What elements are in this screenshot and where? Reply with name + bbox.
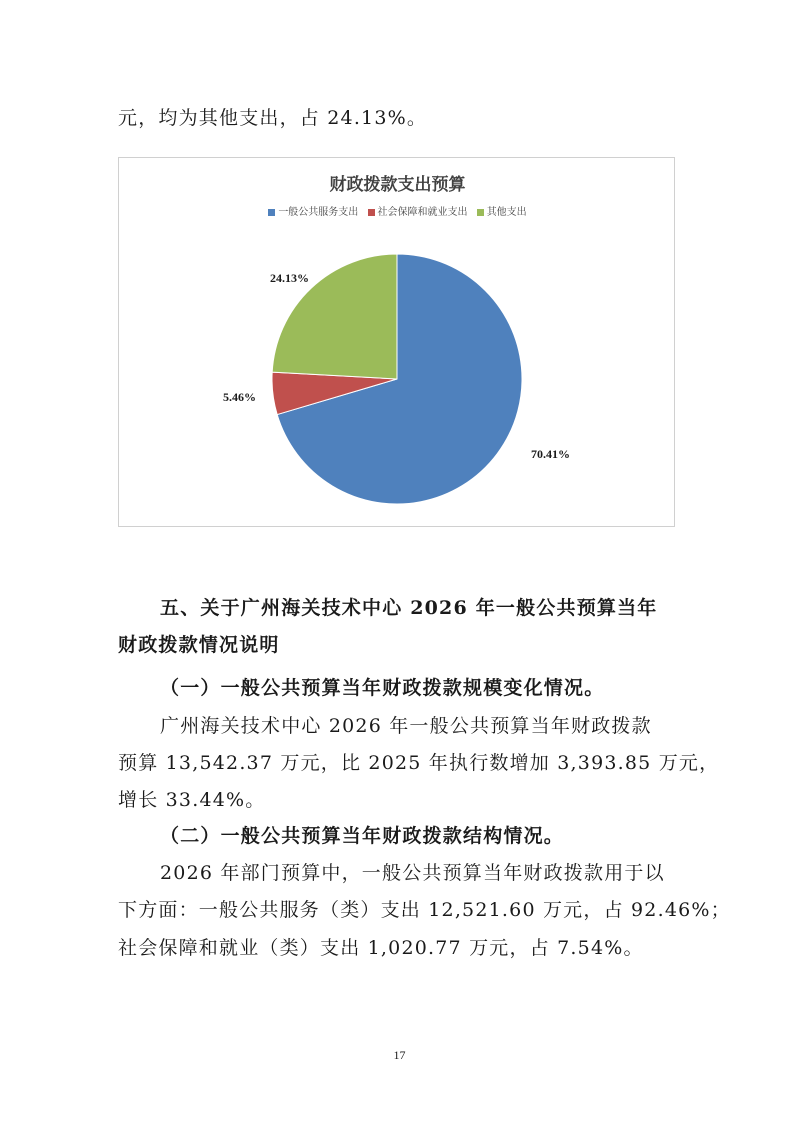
subsection-heading: （一）一般公共预算当年财政拨款规模变化情况。	[160, 677, 605, 699]
data-label: 24.13%	[270, 271, 309, 285]
paragraph-line: 社会保障和就业（类）支出 1,020.77 万元，占 7.54%。	[118, 937, 644, 959]
subsection-heading: （二）一般公共预算当年财政拨款结构情况。	[160, 825, 565, 847]
pie-chart-svg	[119, 158, 676, 528]
chart-title: 财政拨款支出预算	[329, 175, 466, 195]
paragraph-line: 元，均为其他支出，占 24.13%。	[118, 107, 428, 129]
data-label: 5.46%	[223, 390, 256, 404]
legend-label: 一般公共服务支出	[278, 207, 359, 218]
page-number: 17	[393, 1048, 406, 1062]
legend-label: 其他支出	[486, 207, 527, 218]
pie-chart	[118, 157, 675, 527]
paragraph-line: 预算 13,542.37 万元，比 2025 年执行数增加 3,393.85 万元，	[118, 752, 720, 774]
data-label: 70.41%	[531, 447, 570, 461]
paragraph-line: 增长 33.44%。	[118, 789, 266, 811]
section-heading: 财政拨款情况说明	[118, 634, 280, 656]
paragraph-line: 广州海关技术中心 2026 年一般公共预算当年财政拨款	[160, 715, 652, 737]
paragraph-line: 下方面：一般公共服务（类）支出 12,521.60 万元，占 92.46%；	[118, 899, 731, 921]
legend-label: 社会保障和就业支出	[377, 207, 468, 218]
paragraph-line: 2026 年部门预算中，一般公共预算当年财政拨款用于以	[160, 862, 665, 884]
section-heading: 五、关于广州海关技术中心 2026 年一般公共预算当年	[160, 597, 658, 619]
